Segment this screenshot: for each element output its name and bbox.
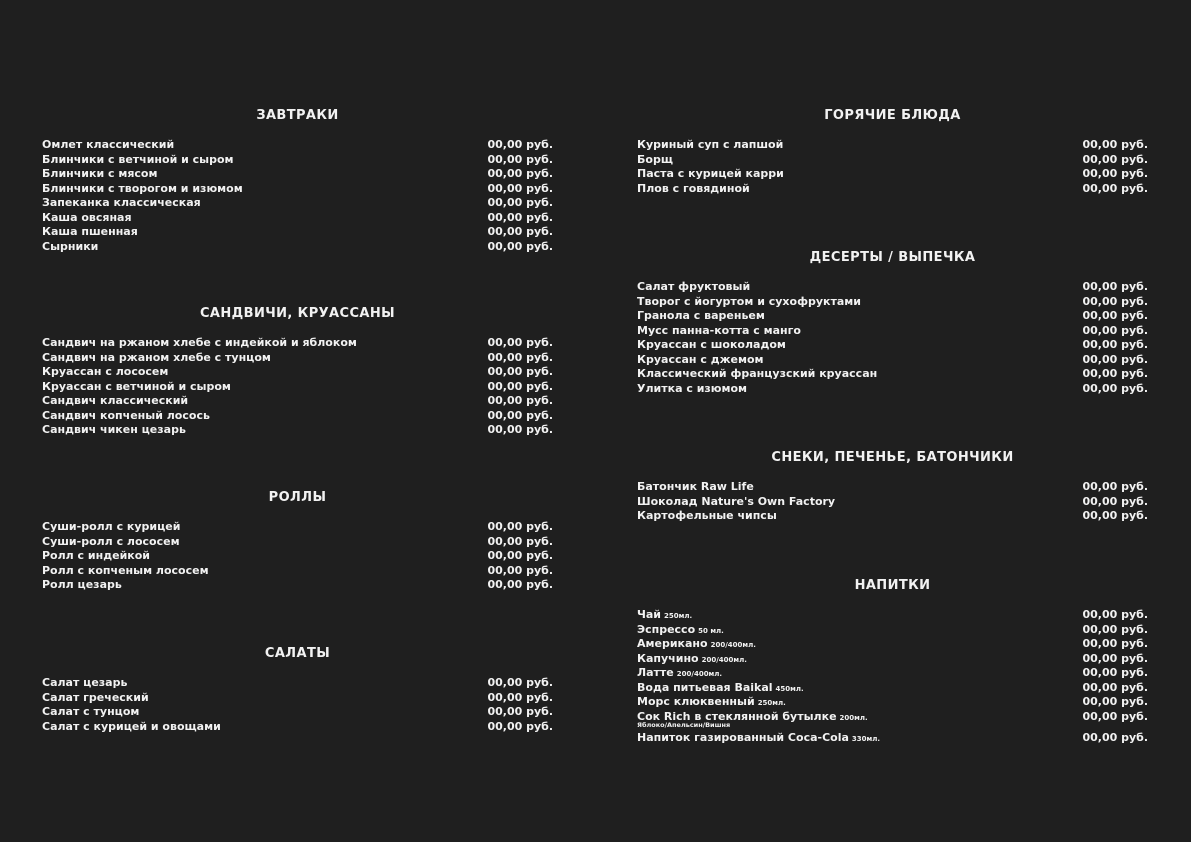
item-name: Суши-ролл с курицей: [42, 520, 181, 533]
item-price: 00,00 руб.: [1082, 651, 1148, 665]
menu-list: [637, 480, 1148, 524]
section-salads: [42, 645, 553, 734]
item-name: Сок Rich в стеклянной бутылке: [637, 709, 837, 723]
item-price: 00,00 руб.: [1082, 367, 1148, 380]
item-price: 00,00 руб.: [1082, 731, 1148, 744]
item-price: 00,00 руб.: [1082, 608, 1148, 621]
item-price: 00,00 руб.: [487, 365, 553, 378]
item-price: 00,00 руб.: [1082, 280, 1148, 293]
item-name: Салат с курицей и овощами: [42, 719, 221, 733]
item-price: 00,00 руб.: [487, 534, 553, 548]
item-price: 00,00 руб.: [1082, 309, 1148, 322]
menu-item: [42, 167, 553, 182]
menu-item: [637, 731, 1148, 746]
item-price: 00,00 руб.: [487, 225, 553, 238]
menu-item: [42, 336, 553, 351]
item-name: Каша овсяная: [42, 210, 132, 224]
menu-item: [637, 324, 1148, 339]
item-name: Блинчики с творогом и изюмом: [42, 181, 243, 195]
menu-item: [637, 182, 1148, 197]
item-name: Ролл с копченым лососем: [42, 563, 209, 577]
item-price: 00,00 руб.: [1082, 494, 1148, 508]
item-name: Салат греческий: [42, 690, 149, 704]
item-name: Блинчики с мясом: [42, 167, 158, 180]
item-price: 00,00 руб.: [487, 549, 553, 562]
item-name: Американо: [637, 637, 708, 650]
menu-item: [42, 211, 553, 226]
item-name: Эспрессо: [637, 622, 696, 636]
item-volume: 200мл.: [839, 713, 868, 722]
menu-item: [42, 720, 553, 735]
item-price: 00,00 руб.: [487, 408, 553, 422]
menu-item: [637, 338, 1148, 353]
item-price: 00,00 руб.: [487, 379, 553, 393]
item-flavors: Яблоко/Апельсин/Вишня: [637, 721, 731, 729]
item-name: Сандвич на ржаном хлебе с тунцом: [42, 350, 271, 364]
item-name: Классический французский круассан: [637, 367, 878, 380]
section-snacks: [637, 449, 1148, 524]
menu-item: [42, 676, 553, 691]
menu-list: [42, 520, 553, 593]
item-price: 00,00 руб.: [487, 196, 553, 209]
item-price: 00,00 руб.: [487, 676, 553, 689]
section-drinks: [637, 577, 1148, 746]
item-price: 00,00 руб.: [1082, 338, 1148, 351]
item-price: 00,00 руб.: [1082, 152, 1148, 166]
item-price: 00,00 руб.: [1082, 695, 1148, 708]
item-price: 00,00 руб.: [487, 423, 553, 436]
item-price: 00,00 руб.: [487, 152, 553, 166]
item-volume: 250мл.: [664, 612, 693, 620]
section-title: ЗАВТРАКИ: [256, 108, 339, 123]
section-title: САЛАТЫ: [264, 646, 331, 661]
item-volume: 50 мл.: [698, 626, 724, 635]
section-sandwiches: [42, 305, 553, 438]
item-name: Куриный суп с лапшой: [637, 138, 784, 151]
item-name: Сандвич классический: [42, 394, 189, 407]
item-name: Омлет классический: [42, 138, 175, 151]
menu-item: [637, 652, 1148, 667]
section-title: САНДВИЧИ, КРУАССАНЫ: [199, 306, 396, 321]
section-desserts: [637, 249, 1148, 396]
menu-item: [42, 423, 553, 438]
item-name: Круассан с лососем: [42, 365, 169, 378]
item-name: Круассан с ветчиной и сыром: [42, 379, 231, 393]
item-price: 00,00 руб.: [1082, 509, 1148, 522]
menu-item: [637, 608, 1148, 623]
menu-list: [42, 336, 553, 438]
item-name: Ролл с индейкой: [42, 549, 151, 562]
menu-item: [42, 380, 553, 395]
menu-item: [42, 691, 553, 706]
item-name: Вода питьевая Baikal: [637, 680, 773, 694]
menu-list: [637, 138, 1148, 196]
item-name: Картофельные чипсы: [637, 509, 777, 522]
menu-item: [637, 167, 1148, 182]
menu-item: [637, 382, 1148, 397]
menu-item: [42, 225, 553, 240]
item-name: Улитка с изюмом: [637, 381, 748, 395]
item-volume: 200/400мл.: [701, 655, 747, 664]
item-price: 00,00 руб.: [1082, 294, 1148, 308]
item-price: 00,00 руб.: [1082, 167, 1148, 180]
menu-item: [42, 409, 553, 424]
item-name: Мусс панна-котта с манго: [637, 323, 801, 337]
item-name: Блинчики с ветчиной и сыром: [42, 152, 234, 166]
item-price: 00,00 руб.: [1082, 352, 1148, 366]
menu-item: [42, 705, 553, 720]
item-name: Салат цезарь: [42, 676, 128, 689]
item-price: 00,00 руб.: [487, 394, 553, 407]
item-name: Салат с тунцом: [42, 705, 140, 718]
item-price: 00,00 руб.: [1082, 637, 1148, 650]
menu-item: [637, 153, 1148, 168]
item-name: Борщ: [637, 152, 673, 166]
menu-item: [637, 710, 1148, 730]
menu-item: [42, 535, 553, 550]
menu-item: [637, 666, 1148, 681]
item-price: 00,00 руб.: [1082, 381, 1148, 395]
menu-list: [42, 676, 553, 734]
section-title: ДЕСЕРТЫ / ВЫПЕЧКА: [809, 250, 976, 265]
section-title: ГОРЯЧИЕ БЛЮДА: [824, 108, 961, 123]
section-hot-dishes: [637, 107, 1148, 196]
menu-item: [637, 623, 1148, 638]
item-price: 00,00 руб.: [487, 138, 553, 151]
menu-item: [637, 295, 1148, 310]
item-price: 00,00 руб.: [487, 350, 553, 364]
menu-item: [42, 153, 553, 168]
section-rolls: [42, 489, 553, 593]
item-price: 00,00 руб.: [487, 520, 553, 533]
menu-item: [637, 138, 1148, 153]
menu-item: [42, 365, 553, 380]
menu-item: [637, 480, 1148, 495]
item-name: Сандвич на ржаном хлебе с индейкой и яблоком: [42, 336, 357, 349]
item-volume: 330мл.: [851, 735, 881, 743]
item-name: Напиток газированный Coca-Cola: [637, 731, 849, 744]
item-name: Сандвич копченый лосось: [42, 408, 210, 422]
menu-item: [637, 367, 1148, 382]
menu-list: [637, 608, 1148, 746]
item-name: Латте: [637, 666, 674, 679]
section-title: НАПИТКИ: [854, 578, 931, 593]
item-name: Паста с курицей карри: [637, 167, 784, 180]
menu-list: [637, 280, 1148, 396]
item-volume: 250мл.: [757, 699, 786, 707]
item-price: 00,00 руб.: [1082, 666, 1148, 679]
item-volume: 450мл.: [775, 684, 804, 693]
menu-item: [637, 695, 1148, 710]
item-name: Ролл цезарь: [42, 578, 122, 591]
item-price: 00,00 руб.: [487, 167, 553, 180]
menu-item: [42, 564, 553, 579]
item-price: 00,00 руб.: [487, 563, 553, 577]
menu-item: [42, 240, 553, 255]
item-price: 00,00 руб.: [487, 705, 553, 718]
item-name: Шоколад Nature's Own Factory: [637, 494, 836, 508]
item-name: Морс клюквенный: [637, 695, 755, 708]
menu-item: [637, 495, 1148, 510]
item-name: Творог с йогуртом и сухофруктами: [637, 294, 861, 308]
item-price: 00,00 руб.: [487, 719, 553, 733]
menu-item: [637, 309, 1148, 324]
item-name: Запеканка классическая: [42, 196, 201, 209]
item-name: Плов с говядиной: [637, 181, 750, 195]
section-title: РОЛЛЫ: [268, 490, 327, 505]
menu-item: [42, 351, 553, 366]
item-price: 00,00 руб.: [1082, 680, 1148, 694]
menu-list: [42, 138, 553, 254]
section-title: СНЕКИ, ПЕЧЕНЬЕ, БАТОНЧИКИ: [771, 450, 1014, 465]
item-price: 00,00 руб.: [487, 210, 553, 224]
item-volume: 200/400мл.: [710, 641, 756, 649]
item-price: 00,00 руб.: [1082, 138, 1148, 151]
item-price: 00,00 руб.: [1082, 709, 1148, 723]
item-name: Сырники: [42, 239, 99, 253]
item-name: Круассан с шоколадом: [637, 338, 786, 351]
item-price: 00,00 руб.: [487, 181, 553, 195]
menu-item: [42, 578, 553, 593]
item-name: Капучино: [637, 651, 699, 665]
menu-item: [42, 549, 553, 564]
menu-item: [42, 394, 553, 409]
item-name: Каша пшенная: [42, 225, 138, 238]
menu-item: [637, 353, 1148, 368]
section-breakfast: [42, 107, 553, 254]
item-name: Салат фруктовый: [637, 280, 751, 293]
item-price: 00,00 руб.: [487, 239, 553, 253]
item-volume: 200/400мл.: [676, 670, 723, 678]
menu-item: [637, 681, 1148, 696]
item-name: Гранола с вареньем: [637, 309, 765, 322]
item-name: Чай: [637, 608, 662, 621]
menu-item: [42, 196, 553, 211]
menu-item: [42, 138, 553, 153]
item-price: 00,00 руб.: [1082, 622, 1148, 636]
item-price: 00,00 руб.: [1082, 181, 1148, 195]
item-name: Суши-ролл с лососем: [42, 534, 180, 548]
item-price: 00,00 руб.: [1082, 323, 1148, 337]
menu-item: [637, 509, 1148, 524]
menu-item: [637, 637, 1148, 652]
menu-item: [42, 520, 553, 535]
item-name: Батончик Raw Life: [637, 480, 754, 493]
item-price: 00,00 руб.: [1082, 480, 1148, 493]
item-name: Сандвич чикен цезарь: [42, 423, 186, 436]
item-price: 00,00 руб.: [487, 690, 553, 704]
item-price: 00,00 руб.: [487, 336, 553, 349]
menu-item: [42, 182, 553, 197]
item-price: 00,00 руб.: [487, 578, 553, 591]
menu-item: [637, 280, 1148, 295]
item-name: Круассан с джемом: [637, 352, 764, 366]
